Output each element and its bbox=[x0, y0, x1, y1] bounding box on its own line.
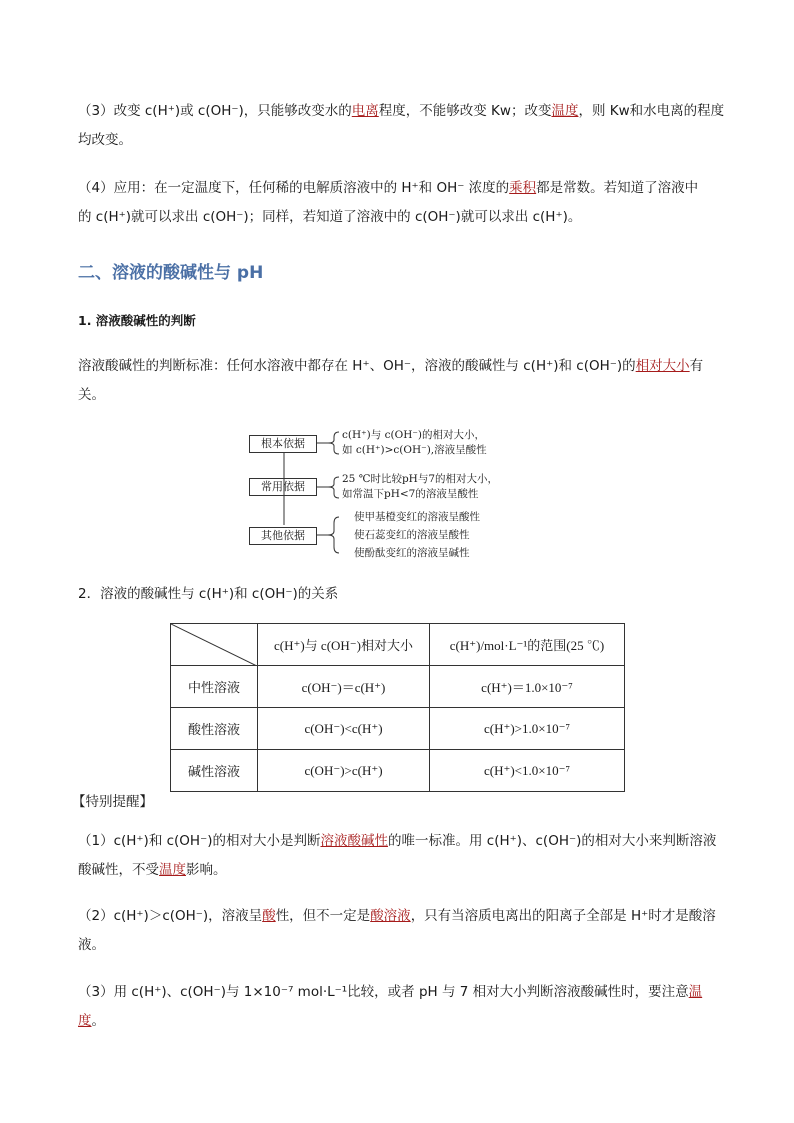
underline-chengji: 乘积 bbox=[509, 180, 537, 196]
paragraph-4: （4）应用：在一定温度下，任何稀的电解质溶液中的 H⁺和 OH⁻ 浓度的乘积都是常数。若知道了溶液中 的 c(H⁺)就可以求出 c(OH⁻)；同样，若知道了溶液中的 c(OH⁻)就可以求出 c(H⁺)。 bbox=[78, 180, 699, 225]
underline-xiangdui: 相对大小 bbox=[635, 358, 690, 374]
paragraph-3: （3）改变 c(H⁺)或 c(OH⁻)，只能够改变水的电离程度，不能够改变 Kw；改变温度，则 Kw和水电离的程度 均改变。 bbox=[78, 103, 725, 148]
table-header: c(H⁺)/mol·L⁻¹的范围(25 ℃) bbox=[430, 624, 625, 666]
underline-rongye: 溶液酸碱性 bbox=[320, 833, 388, 849]
table-header: c(H⁺)与 c(OH⁻)相对大小 bbox=[258, 624, 430, 666]
section-title: 二、溶液的酸碱性与 pH bbox=[78, 263, 264, 283]
underline-dianli: 电离 bbox=[351, 103, 379, 119]
criterion-paragraph: 溶液酸碱性的判断标准：任何水溶液中都存在 H⁺、OH⁻，溶液的酸碱性与 c(H⁺)和 c(OH⁻)的相对大小有 关。 bbox=[78, 358, 704, 403]
diagonal-header-cell bbox=[171, 624, 258, 666]
table-row: 碱性溶液 c(OH⁻)>c(H⁺) c(H⁺)<1.0×10⁻⁷ bbox=[171, 750, 625, 792]
acidity-table bbox=[170, 623, 625, 792]
box-fundamental: 根本依据 bbox=[249, 435, 317, 453]
sub-title: 1. 溶液酸碱性的判断 bbox=[78, 313, 196, 328]
table-row: 中性溶液 c(OH⁻)＝c(H⁺) c(H⁺)＝1.0×10⁻⁷ bbox=[171, 666, 625, 708]
tip-1: （1）c(H⁺)和 c(OH⁻)的相对大小是判断溶液酸碱性的唯一标准。用 c(H⁺)、c(OH⁻)的相对大小来判断溶液 酸碱性，不受温度影响。 bbox=[78, 833, 717, 878]
tip-title: 【特别提醒】 bbox=[72, 794, 153, 810]
box-common: 常用依据 bbox=[249, 478, 317, 496]
relation-heading: 2．溶液的酸碱性与 c(H⁺)和 c(OH⁻)的关系 bbox=[78, 586, 339, 602]
underline-wendu-3: 温度 bbox=[78, 984, 703, 1029]
underline-suanrongye: 酸溶液 bbox=[370, 908, 411, 924]
underline-suan: 酸 bbox=[262, 908, 276, 924]
tip-3: （3）用 c(H⁺)、c(OH⁻)与 1×10⁻⁷ mol·L⁻¹比较，或者 pH 与 7 相对大小判断溶液酸碱性时，要注意温度。 bbox=[78, 984, 703, 1029]
underline-wendu: 温度 bbox=[551, 103, 579, 119]
table-row: 酸性溶液 c(OH⁻)<c(H⁺) c(H⁺)>1.0×10⁻⁷ bbox=[171, 708, 625, 750]
box-other: 其他依据 bbox=[249, 527, 317, 545]
tip-2: （2）c(H⁺)＞c(OH⁻)，溶液呈酸性，但不一定是酸溶液，只有当溶质电离出的阳离子全部是 H⁺时才是酸溶 液。 bbox=[78, 908, 716, 953]
underline-wendu-2: 温度 bbox=[159, 862, 186, 878]
judgment-diagram: 根本依据 c(H⁺)与 c(OH⁻)的相对大小， 如 c(H⁺)>c(OH⁻),溶液呈酸性 常用依据 25 ℃时比较pH与7的相对大小， 如常温下pH<7的溶液呈酸性 其他依据 使甲基橙变红的溶液呈酸性 使石蕊变红的溶液呈酸性 使酚酞变红的溶液呈碱性 bbox=[246, 425, 546, 565]
